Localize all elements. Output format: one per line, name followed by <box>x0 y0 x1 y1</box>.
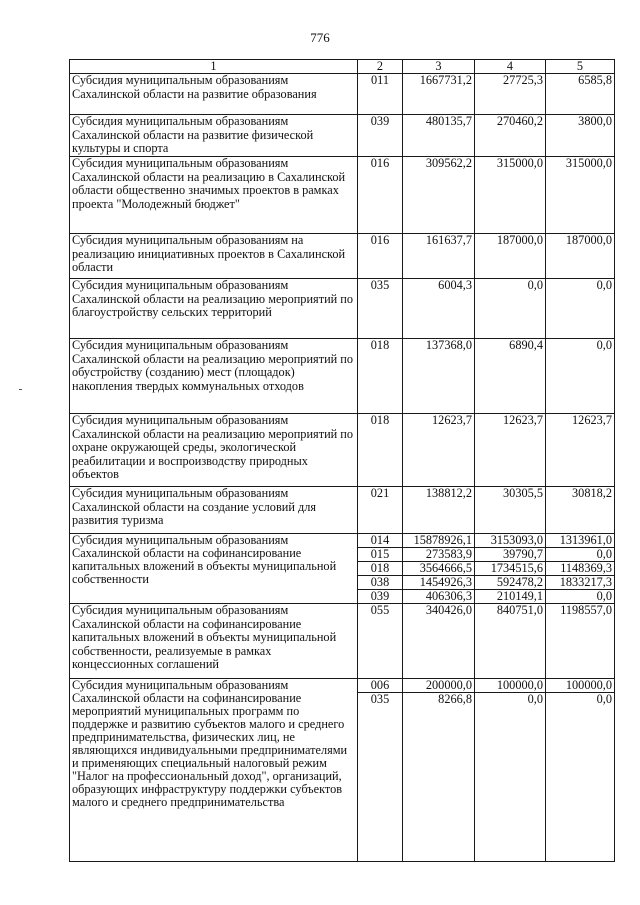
table-row <box>70 115 615 157</box>
row-value-5: 0,0 <box>546 339 615 414</box>
row-value-4: 270460,2 <box>475 115 546 157</box>
header-col-3: 3 <box>403 60 475 74</box>
row-value-5: 0,0 <box>546 548 615 562</box>
row-name: Субсидия муниципальным образованиям Сахалинской области на создание условий для развития туризма <box>70 487 358 534</box>
row-value-3: 15878926,1 <box>403 534 475 548</box>
row-value-4: 0,0 <box>475 693 546 862</box>
row-value-3: 273583,9 <box>403 548 475 562</box>
row-value-3: 138812,2 <box>403 487 475 534</box>
row-value-4: 0,0 <box>475 279 546 339</box>
margin-mark <box>19 389 22 390</box>
row-value-4: 210149,1 <box>475 590 546 604</box>
table-row <box>70 157 615 234</box>
row-name: Субсидия муниципальным образованиям Сахалинской области на реализацию мероприятий по охране окружающей среды, экологической реабилитации и воспроизводству природных объектов <box>70 414 358 487</box>
header-row <box>70 60 615 74</box>
table-row <box>70 414 615 487</box>
row-value-4: 1734515,6 <box>475 562 546 576</box>
row-name: Субсидия муниципальным образованиям Сахалинской области на реализацию мероприятий по благоустройству сельских территорий <box>70 279 358 339</box>
row-code: 018 <box>358 562 403 576</box>
row-value-4: 30305,5 <box>475 487 546 534</box>
table-row <box>70 339 615 414</box>
row-value-4: 39790,7 <box>475 548 546 562</box>
budget-table <box>69 59 615 862</box>
row-value-3: 480135,7 <box>403 115 475 157</box>
row-value-3: 8266,8 <box>403 693 475 862</box>
row-value-5: 1833217,3 <box>546 576 615 590</box>
row-value-5: 6585,8 <box>546 74 615 115</box>
row-value-5: 1198557,0 <box>546 604 615 679</box>
table-row <box>70 679 615 693</box>
row-value-5: 1148369,3 <box>546 562 615 576</box>
row-value-4: 3153093,0 <box>475 534 546 548</box>
row-code: 015 <box>358 548 403 562</box>
table-row <box>70 279 615 339</box>
row-name: Субсидия муниципальным образованиям Сахалинской области на софинансирование капитальных вложений в объекты муниципальной собственности <box>70 534 358 604</box>
row-name: Субсидия муниципальным образованиям Сахалинской области на софинансирование капитальных вложений в объекты муниципальной собственности, реализуемые в рамках концессионных соглашений <box>70 604 358 679</box>
row-value-4: 12623,7 <box>475 414 546 487</box>
row-value-4: 187000,0 <box>475 234 546 279</box>
row-code: 006 <box>358 679 403 693</box>
row-value-5: 0,0 <box>546 279 615 339</box>
row-code: 035 <box>358 693 403 862</box>
row-value-5: 3800,0 <box>546 115 615 157</box>
row-code: 018 <box>358 414 403 487</box>
row-value-5: 0,0 <box>546 590 615 604</box>
table-row <box>70 74 615 115</box>
header-col-1: 1 <box>70 60 358 74</box>
row-name: Субсидия муниципальным образованиям Сахалинской области на реализацию мероприятий по обустройству (созданию) мест (площадок) накопления твердых коммунальных отходов <box>70 339 358 414</box>
row-name: Субсидия муниципальным образованиям Сахалинской области на развитие физической культуры и спорта <box>70 115 358 157</box>
row-code: 018 <box>358 339 403 414</box>
table-row <box>70 604 615 679</box>
row-code: 016 <box>358 234 403 279</box>
table-row <box>70 234 615 279</box>
header-col-4: 4 <box>475 60 546 74</box>
row-name: Субсидия муниципальным образованиям на реализацию инициативных проектов в Сахалинской области <box>70 234 358 279</box>
row-value-3: 3564666,5 <box>403 562 475 576</box>
row-value-3: 137368,0 <box>403 339 475 414</box>
row-value-5: 12623,7 <box>546 414 615 487</box>
row-name: Субсидия муниципальным образованиям Сахалинской области на реализацию в Сахалинской области общественно значимых проектов в рамках проекта "Молодежный бюджет" <box>70 157 358 234</box>
row-code: 011 <box>358 74 403 115</box>
header-col-5: 5 <box>546 60 615 74</box>
row-value-4: 6890,4 <box>475 339 546 414</box>
row-value-3: 406306,3 <box>403 590 475 604</box>
row-value-5: 30818,2 <box>546 487 615 534</box>
row-value-3: 6004,3 <box>403 279 475 339</box>
row-code: 016 <box>358 157 403 234</box>
row-value-5: 0,0 <box>546 693 615 862</box>
row-name: Субсидия муниципальным образованиям Сахалинской области на софинансирование мероприятий муниципальных программ по поддержке и развитию субъектов малого и среднего предпринимательства, физических лиц, не являющихся индивидуальными предпринимателями и применяющих специальный налоговый режим "Налог на профессиональный доход", организаций, образующих инфраструктуру поддержки субъектов малого и среднего предпринимательства <box>70 679 358 862</box>
row-code: 021 <box>358 487 403 534</box>
row-value-3: 1667731,2 <box>403 74 475 115</box>
row-value-3: 12623,7 <box>403 414 475 487</box>
row-value-4: 592478,2 <box>475 576 546 590</box>
row-value-3: 340426,0 <box>403 604 475 679</box>
row-name: Субсидия муниципальным образованиям Сахалинской области на развитие образования <box>70 74 358 115</box>
row-code: 038 <box>358 576 403 590</box>
row-value-5: 100000,0 <box>546 679 615 693</box>
row-code: 039 <box>358 115 403 157</box>
row-code: 039 <box>358 590 403 604</box>
row-value-4: 100000,0 <box>475 679 546 693</box>
header-col-2: 2 <box>358 60 403 74</box>
table-row <box>70 487 615 534</box>
row-value-4: 315000,0 <box>475 157 546 234</box>
row-value-5: 315000,0 <box>546 157 615 234</box>
row-value-3: 1454926,3 <box>403 576 475 590</box>
row-value-5: 1313961,0 <box>546 534 615 548</box>
row-value-3: 200000,0 <box>403 679 475 693</box>
row-value-3: 309562,2 <box>403 157 475 234</box>
row-value-4: 27725,3 <box>475 74 546 115</box>
row-code: 035 <box>358 279 403 339</box>
row-value-4: 840751,0 <box>475 604 546 679</box>
row-value-3: 161637,7 <box>403 234 475 279</box>
page-number: 776 <box>310 30 330 45</box>
row-value-5: 187000,0 <box>546 234 615 279</box>
row-code: 055 <box>358 604 403 679</box>
row-code: 014 <box>358 534 403 548</box>
table-row <box>70 534 615 548</box>
